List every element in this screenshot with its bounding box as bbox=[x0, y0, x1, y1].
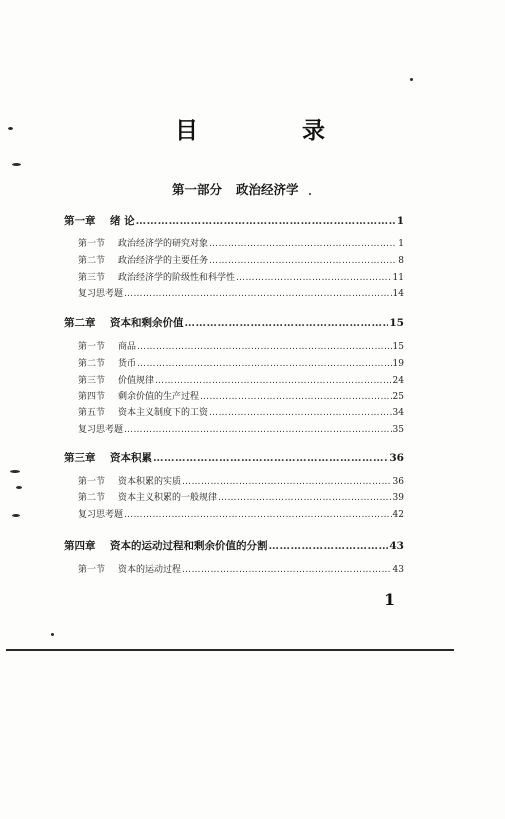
entry-number: 第一章 bbox=[64, 215, 96, 227]
dot-leader bbox=[124, 511, 392, 520]
entry-page-number: 11 bbox=[392, 273, 404, 283]
toc-section-entry bbox=[78, 377, 404, 386]
toc-section-entry bbox=[78, 478, 404, 487]
entry-number: 第三节 bbox=[78, 273, 106, 283]
entry-title: 政治经济学的阶级性和科学性 bbox=[118, 273, 236, 283]
toc-section-entry bbox=[78, 393, 404, 402]
entry-title: 复习思考题 bbox=[78, 425, 124, 435]
entry-page-number: 1 bbox=[396, 215, 404, 227]
toc-review-entry bbox=[78, 511, 404, 520]
entry-title: 商品 bbox=[118, 342, 137, 352]
toc-section-entry bbox=[78, 257, 404, 266]
toc-section-entry bbox=[78, 240, 404, 249]
dot-leader bbox=[236, 274, 392, 283]
toc-chapter-entry bbox=[64, 318, 404, 329]
scan-speck bbox=[309, 193, 311, 195]
entry-title: 资本的运动过程 bbox=[118, 565, 182, 575]
dot-leader bbox=[185, 318, 389, 329]
scan-speck bbox=[16, 486, 22, 489]
toc-review-entry bbox=[78, 426, 404, 435]
title-char-2: 录 bbox=[302, 117, 325, 144]
toc-review-entry bbox=[78, 290, 404, 299]
part-name: 政治经济学 bbox=[236, 182, 299, 197]
entry-page-number: 14 bbox=[392, 289, 404, 299]
entry-number: 第四章 bbox=[64, 540, 96, 552]
entry-title: 货币 bbox=[118, 359, 137, 369]
dot-leader bbox=[137, 360, 392, 369]
contents-title bbox=[175, 112, 325, 145]
bottom-rule bbox=[6, 649, 454, 651]
entry-page-number: 35 bbox=[392, 425, 404, 435]
entry-page-number: 8 bbox=[398, 256, 404, 266]
entry-page-number: 19 bbox=[392, 359, 404, 369]
entry-page-number: 24 bbox=[392, 376, 404, 386]
dot-leader bbox=[200, 393, 392, 402]
entry-number: 第二章 bbox=[64, 317, 96, 329]
entry-number: 第四节 bbox=[78, 392, 106, 402]
dot-leader bbox=[218, 494, 392, 503]
scan-speck bbox=[410, 78, 413, 81]
entry-number: 第三节 bbox=[78, 376, 106, 386]
entry-number: 第五节 bbox=[78, 408, 106, 418]
entry-number: 第一节 bbox=[78, 565, 106, 575]
toc-section-entry bbox=[78, 360, 404, 369]
entry-page-number: 43 bbox=[389, 540, 404, 552]
dot-leader bbox=[182, 478, 392, 487]
entry-page-number: 36 bbox=[389, 452, 404, 464]
entry-number: 第二节 bbox=[78, 256, 106, 266]
entry-page-number: 15 bbox=[389, 317, 404, 329]
entry-page-number: 34 bbox=[392, 408, 404, 418]
entry-page-number: 1 bbox=[398, 239, 404, 249]
dot-leader bbox=[209, 240, 395, 249]
dot-leader bbox=[182, 566, 392, 575]
dot-leader bbox=[209, 409, 392, 418]
scan-speck bbox=[10, 470, 20, 473]
entry-title: 政治经济学的主要任务 bbox=[118, 256, 209, 266]
scan-speck bbox=[12, 163, 21, 166]
dot-leader bbox=[209, 257, 395, 266]
toc-section-entry bbox=[78, 494, 404, 503]
entry-title: 价值规律 bbox=[118, 376, 155, 386]
toc-section-entry bbox=[78, 409, 404, 418]
entry-title: 资本积累的实质 bbox=[118, 477, 182, 487]
entry-title: 复习思考题 bbox=[78, 289, 124, 299]
toc-section-entry bbox=[78, 343, 404, 352]
entry-title: 资本主义积累的一般规律 bbox=[118, 493, 218, 503]
dot-leader bbox=[155, 377, 392, 386]
toc-chapter-entry bbox=[64, 453, 404, 464]
entry-title: 剩余价值的生产过程 bbox=[118, 392, 200, 402]
dot-leader bbox=[124, 426, 392, 435]
toc-chapter-entry bbox=[64, 216, 404, 227]
entry-number: 第二节 bbox=[78, 493, 106, 503]
title-char-1: 目 bbox=[175, 117, 198, 144]
toc-chapter-entry bbox=[64, 541, 404, 552]
entry-title: 绪 论 bbox=[110, 215, 135, 227]
scan-speck bbox=[12, 514, 20, 517]
entry-page-number: 39 bbox=[392, 493, 404, 503]
entry-title: 资本和剩余价值 bbox=[110, 317, 184, 329]
entry-title: 资本积累 bbox=[110, 452, 152, 464]
entry-title: 资本主义制度下的工资 bbox=[118, 408, 209, 418]
entry-number: 第三章 bbox=[64, 452, 96, 464]
entry-number: 第二节 bbox=[78, 359, 106, 369]
page-number: 1 bbox=[384, 590, 396, 609]
part-number: 第一部分 bbox=[172, 182, 223, 197]
dot-leader bbox=[137, 343, 392, 352]
entry-page-number: 43 bbox=[392, 565, 404, 575]
entry-number: 第一节 bbox=[78, 477, 106, 487]
scan-speck bbox=[8, 127, 13, 130]
entry-title: 政治经济学的研究对象 bbox=[118, 239, 209, 249]
entry-page-number: 42 bbox=[392, 510, 404, 520]
entry-page-number: 25 bbox=[392, 392, 404, 402]
entry-number: 第一节 bbox=[78, 342, 106, 352]
entry-title: 复习思考题 bbox=[78, 510, 124, 520]
entry-number: 第一节 bbox=[78, 239, 106, 249]
dot-leader bbox=[153, 453, 388, 464]
dot-leader bbox=[124, 290, 392, 299]
dot-leader bbox=[269, 541, 389, 552]
dot-leader bbox=[136, 216, 395, 227]
toc-section-entry bbox=[78, 274, 404, 283]
entry-page-number: 15 bbox=[392, 342, 404, 352]
toc-section-entry bbox=[78, 566, 404, 575]
entry-page-number: 36 bbox=[392, 477, 404, 487]
entry-title: 资本的运动过程和剩余价值的分割 bbox=[110, 540, 268, 552]
scan-speck bbox=[51, 633, 54, 636]
part-heading bbox=[172, 180, 299, 198]
